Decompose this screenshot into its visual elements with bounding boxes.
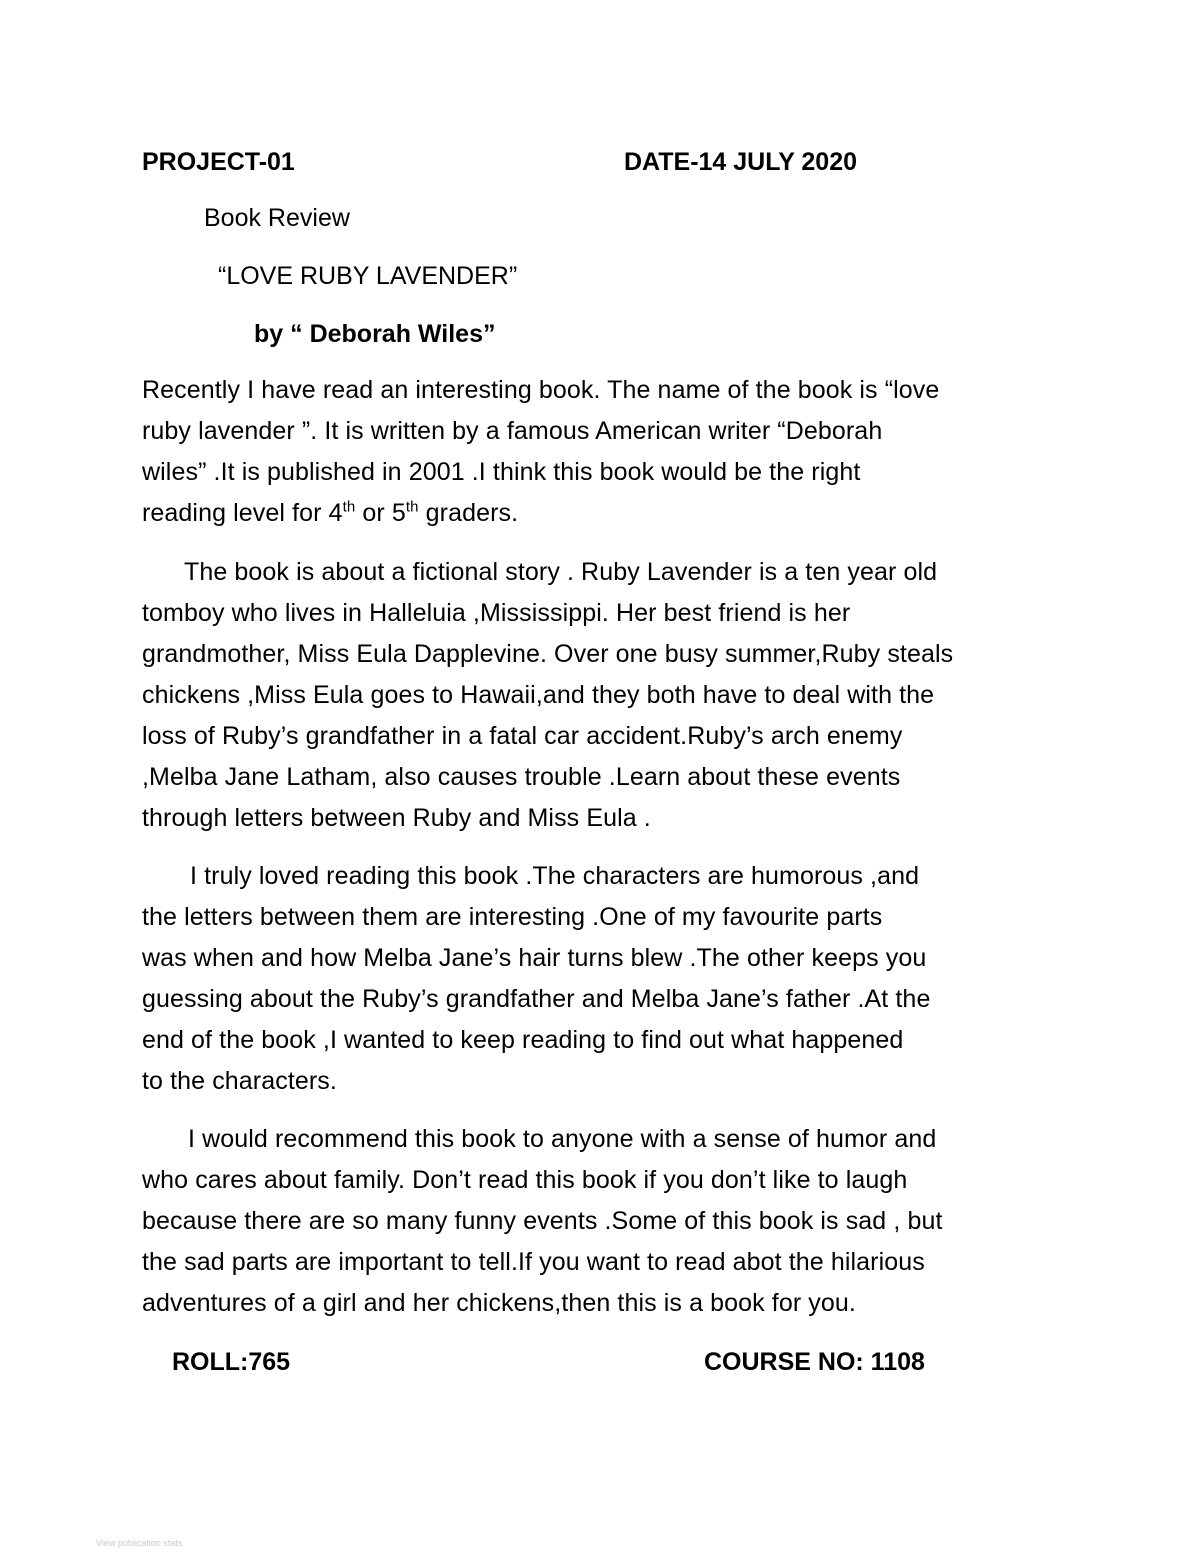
review-kind: Book Review — [204, 204, 350, 232]
paragraph-line: the sad parts are important to tell.If you want to read abot the hilarious — [142, 1248, 925, 1276]
text-segment: reading level for 4 — [142, 499, 343, 527]
course-number: COURSE NO: 1108 — [704, 1348, 925, 1376]
paragraph-line: loss of Ruby’s grandfather in a fatal car accident.Ruby’s arch enemy — [142, 722, 903, 750]
paragraph-line: adventures of a girl and her chickens,then this is a book for you. — [142, 1289, 856, 1317]
paragraph-line: because there are so many funny events .Some of this book is sad , but — [142, 1207, 943, 1235]
book-title: “LOVE RUBY LAVENDER” — [218, 262, 518, 290]
paragraph-line: who cares about family. Don’t read this book if you don’t like to laugh — [142, 1166, 908, 1194]
superscript: th — [342, 498, 356, 516]
paragraph-line: end of the book ,I wanted to keep reading to find out what happened — [142, 1026, 904, 1054]
paragraph-line: was when and how Melba Jane’s hair turns blew .The other keeps you — [142, 944, 927, 972]
paragraph-line: wiles” .It is published in 2001 .I think this book would be the right — [142, 458, 861, 486]
paragraph-line: grandmother, Miss Eula Dapplevine. Over one busy summer,Ruby steals — [142, 640, 954, 668]
paragraph-line: through letters between Ruby and Miss Eula . — [142, 804, 651, 832]
paragraph-line: The book is about a fictional story . Ruby Lavender is a ten year old — [184, 558, 938, 586]
paragraph-line: Recently I have read an interesting book. The name of the book is “love — [142, 376, 940, 404]
project-label: PROJECT-01 — [142, 148, 295, 176]
paragraph-line: I would recommend this book to anyone with a sense of humor and — [188, 1125, 937, 1153]
book-author: by “ Deborah Wiles” — [254, 320, 496, 348]
text-segment: or 5 — [355, 499, 406, 527]
text-segment: graders. — [418, 499, 519, 527]
date-label: DATE-14 JULY 2020 — [624, 148, 857, 176]
paragraph-line — [142, 499, 518, 528]
paragraph-line: ruby lavender ”. It is written by a famous American writer “Deborah — [142, 417, 883, 445]
paragraph-line: tomboy who lives in Halleluia ,Mississippi. Her best friend is her — [142, 599, 851, 627]
paragraph-line: guessing about the Ruby’s grandfather and Melba Jane’s father .At the — [142, 985, 931, 1013]
superscript: th — [405, 498, 419, 516]
roll-number: ROLL:765 — [172, 1348, 291, 1376]
paragraph-line: I truly loved reading this book .The characters are humorous ,and — [190, 862, 920, 890]
publication-stats-link[interactable]: View publication stats — [96, 1538, 183, 1548]
paragraph-line: ,Melba Jane Latham, also causes trouble .Learn about these events — [142, 763, 901, 791]
paragraph-line: chickens ,Miss Eula goes to Hawaii,and they both have to deal with the — [142, 681, 935, 709]
paragraph-line: the letters between them are interesting .One of my favourite parts — [142, 903, 883, 931]
paragraph-line: to the characters. — [142, 1067, 337, 1095]
